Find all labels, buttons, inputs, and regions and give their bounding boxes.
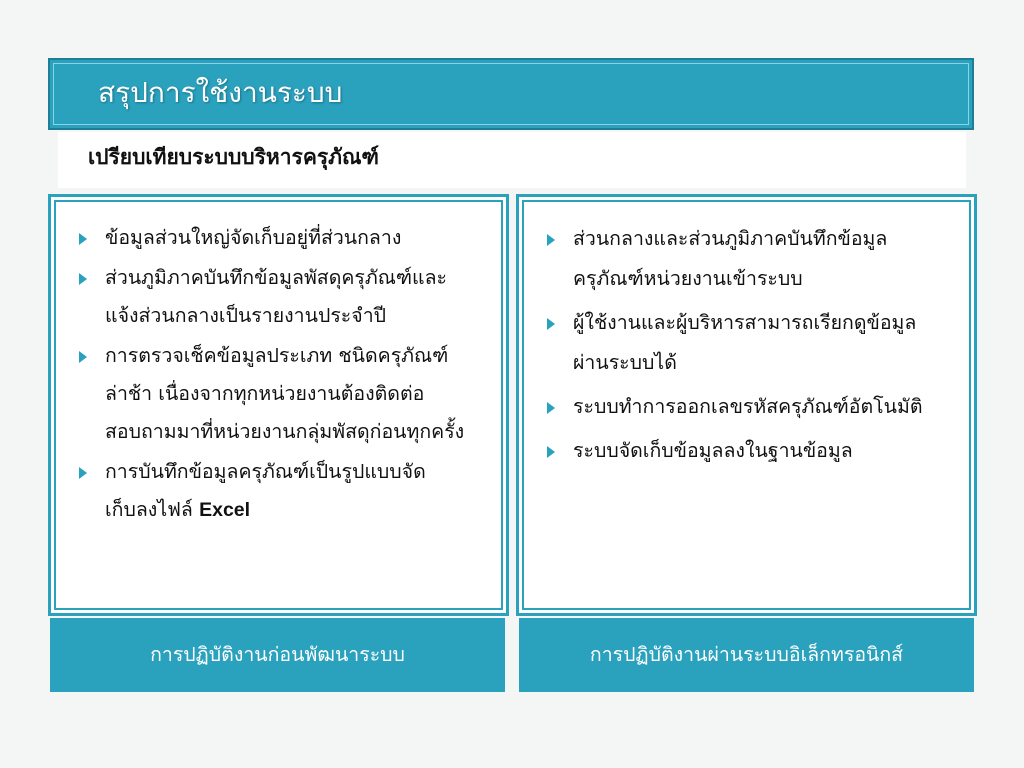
bullet-text: การบันทึกข้อมูลครุภัณฑ์เป็นรูปแบบจัดเก็บลงไฟล์ <box>105 460 426 521</box>
bullet-text-latin: Excel <box>199 499 251 521</box>
bullet-text: ระบบจัดเก็บข้อมูลลงในฐานข้อมูล <box>573 439 853 462</box>
triangle-right-icon <box>547 318 555 330</box>
right-panel <box>516 194 977 616</box>
right-bullet-list <box>543 219 956 471</box>
subtitle-band <box>58 132 966 188</box>
bullet-text: ผู้ใช้งานและผู้บริหารสามารถเรียกดูข้อมูลผ่านระบบได้ <box>573 311 917 374</box>
title-bar <box>48 58 974 130</box>
triangle-right-icon <box>547 402 555 414</box>
triangle-right-icon <box>547 446 555 458</box>
triangle-right-icon <box>79 351 87 363</box>
list-item <box>543 303 923 383</box>
slide-subtitle: เปรียบเทียบระบบบริหารครุภัณฑ์ <box>88 145 379 169</box>
list-item <box>75 219 455 257</box>
list-item <box>543 387 923 427</box>
triangle-right-icon <box>79 273 87 285</box>
triangle-right-icon <box>79 467 87 479</box>
bullet-text: ส่วนภูมิภาคบันทึกข้อมูลพัสดุครุภัณฑ์และแจ้งส่วนกลางเป็นรายงานประจำปี <box>105 266 448 327</box>
triangle-right-icon <box>79 233 87 245</box>
footer-text-before: การปฏิบัติงานก่อนพัฒนาระบบ <box>150 643 405 666</box>
footer-text-after: การปฏิบัติงานผ่านระบบอิเล็กทรอนิกส์ <box>589 643 904 666</box>
bullet-text: ข้อมูลส่วนใหญ่จัดเก็บอยู่ที่ส่วนกลาง <box>105 226 402 249</box>
left-panel <box>48 194 509 616</box>
bullet-text: ส่วนกลางและส่วนภูมิภาคบันทึกข้อมูลครุภัณฑ์หน่วยงานเข้าระบบ <box>573 227 888 290</box>
left-bullet-list <box>75 219 488 529</box>
bullet-text: การตรวจเช็คข้อมูลประเภท ชนิดครุภัณฑ์ล่าช้า เนื่องจากทุกหน่วยงานต้องติดต่อสอบถามมาที่หน่วยงานกลุ่มพัสดุก่อนทุกครั้ง <box>105 344 465 443</box>
list-item <box>75 259 450 335</box>
list-item <box>75 337 480 451</box>
list-item <box>543 219 948 299</box>
bullet-text: ระบบทำการออกเลขรหัสครุภัณฑ์อัตโนมัติ <box>573 395 923 418</box>
list-item <box>543 431 943 471</box>
footer-label-before <box>50 618 505 692</box>
triangle-right-icon <box>547 234 555 246</box>
slide-title: สรุปการใช้งานระบบ <box>98 76 343 109</box>
footer-label-after <box>519 618 974 692</box>
list-item <box>75 453 455 529</box>
